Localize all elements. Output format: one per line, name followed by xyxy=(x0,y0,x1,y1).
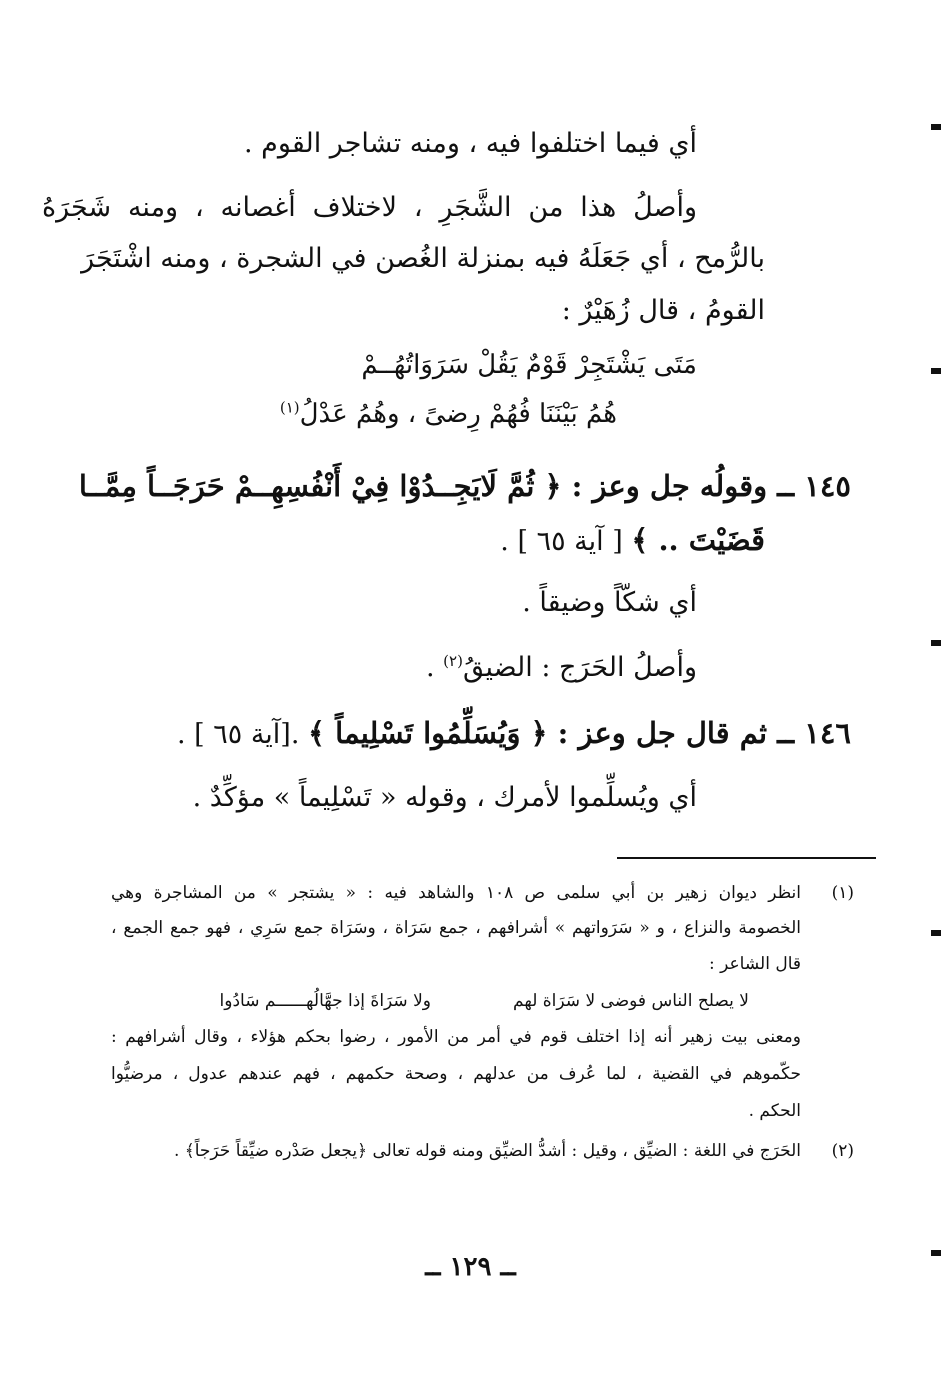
footnote-line: حكّموهم في القضية ، لما عُرف من عدلهم ، وصحة حكمهم ، فهم عندهم عدول ، مرضيُّوا xyxy=(111,1064,801,1084)
section-title: ١٤٦ ــ ثم قال جل وعز : ﴿ وَيُسَلِّمُوا تَسْلِيماً ﴾ xyxy=(308,716,851,750)
margin-mark xyxy=(931,124,941,130)
poem-text: هُمُ بَيْنَنَا فُهُمْ رِضىً ، وهُمُ عَدْلُ xyxy=(299,399,617,429)
verse-ref: .[آية ٦٥ ] . xyxy=(176,719,300,750)
footnote-line: الحَرَج في اللغة : الضيِّق ، وقيل : أشدُّ الضيِّق ومنه قوله تعالى ﴿يجعل صَدْره ضيِّقاً حَرَجاً﴾ . xyxy=(173,1141,801,1161)
quran-quote: قَضَيْتَ .. ﴾ xyxy=(631,523,765,557)
text-line: أي فيما اختلفوا فيه ، ومنه تشاجر القوم . xyxy=(244,128,697,159)
footnote-line: الخصومة والنزاع ، و « سَرَواتهم » أشرافهم ، جمع سَرَاة ، وسَرَاة جمع سَرِي ، فهو جمع الجمع ، xyxy=(111,918,801,938)
footnote-line: قال الشاعر : xyxy=(709,954,801,974)
text-line: وأصلُ هذا من الشَّجَرِ ، لاختلاف أغصانه ، ومنه شَجَرَهُ xyxy=(42,192,697,223)
section-heading-146 xyxy=(177,715,851,753)
footnote-label: (١) xyxy=(831,883,854,903)
page-number: ــ ١٢٩ ــ xyxy=(425,1252,516,1282)
margin-mark xyxy=(931,930,941,936)
text-line xyxy=(500,522,765,560)
text-line: القومُ ، قال زُهَيْرٌ : xyxy=(561,295,765,326)
poem-verse-second-half xyxy=(280,398,617,432)
text-segment: وأصلُ الحَرَج : الضيقُ xyxy=(462,652,697,683)
footnote-ref: (١) xyxy=(279,398,300,417)
poem-verse-first-half: مَتَى يَشْتَجِرْ قَوْمٌ يَقُلْ سَرَوَاتُهُــمْ xyxy=(361,350,697,380)
footnote-label: (٢) xyxy=(831,1141,854,1161)
footnote-line: انظر ديوان زهير بن أبي سلمى ص ١٠٨ والشاهد فيه : « يشتجر » من المشاجرة وهي xyxy=(111,883,801,903)
text-line xyxy=(426,650,697,685)
text-line: أي شكّاً وضيقاً . xyxy=(522,587,697,618)
verse-ref: [ آية ٦٥ ] . xyxy=(500,526,623,557)
text-line: بالرُّمح ، أي جَعَلَهُ فيه بمنزلة الغُصن في الشجرة ، ومنه اشْتَجَرَ xyxy=(81,243,765,274)
text-segment: . xyxy=(425,652,444,683)
footnote-ref: (٢) xyxy=(443,652,463,670)
margin-mark xyxy=(931,1250,941,1256)
footnote-separator xyxy=(617,857,876,859)
margin-mark xyxy=(931,640,941,646)
footnote-verse-second-half: ولا سَرَاةَ إذا جهَّالُهــــــم سَادُوا xyxy=(219,991,431,1011)
margin-mark xyxy=(931,368,941,374)
footnote-verse-first-half: لا يصلح الناس فوضى لا سَرَاة لهم xyxy=(513,991,749,1011)
text-line: أي ويُسلِّموا لأمرك ، وقوله « تَسْلِيماً » مؤكِّدٌ . xyxy=(192,782,697,813)
section-heading-145: ١٤٥ ــ وقولُه جل وعز : ﴿ ثُمَّ لَايَجِــدُوْا فِيْ أَنْفُسِهِــمْ حَرَجَــاً مِمَّــا xyxy=(78,469,851,503)
footnote-line: ومعنى بيت زهير أنه إذا اختلف قوم في أمر من الأمور ، رضوا بحكم هؤلاء ، وقال أشرافهم : xyxy=(111,1027,801,1047)
footnote-line: الحكم . xyxy=(748,1101,801,1121)
